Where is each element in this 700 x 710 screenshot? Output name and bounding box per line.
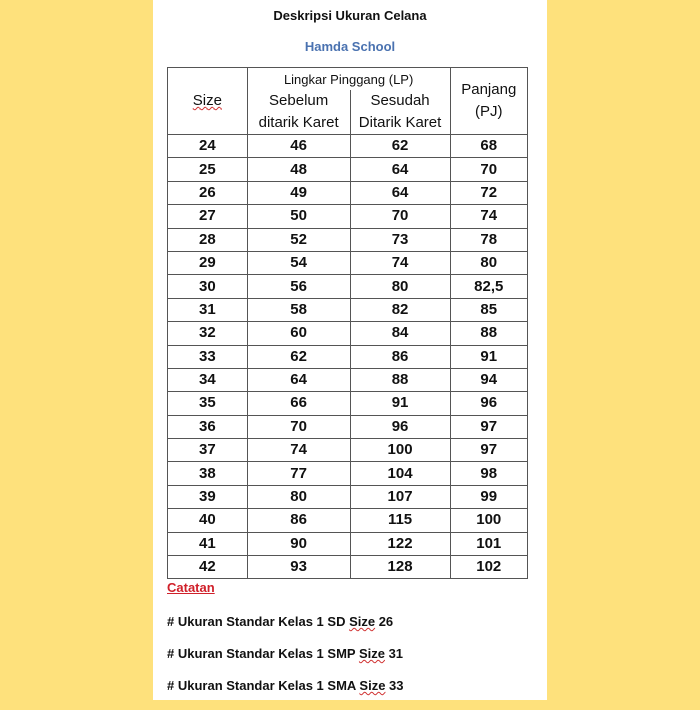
- cell-lp-before: 90: [247, 532, 350, 555]
- document-page: [153, 0, 547, 700]
- cell-length: 78: [450, 228, 527, 251]
- cell-size: 29: [168, 251, 248, 274]
- cell-size: 34: [168, 368, 248, 391]
- cell-length: 99: [450, 485, 527, 508]
- table-row: [168, 228, 528, 251]
- cell-lp-before: 50: [247, 205, 350, 228]
- cell-lp-after: 86: [350, 345, 450, 368]
- table-row: [168, 298, 528, 321]
- table-row: [168, 485, 528, 508]
- notes-section: [167, 580, 404, 710]
- cell-lp-before: 46: [247, 135, 350, 158]
- cell-length: 94: [450, 368, 527, 391]
- table-row: [168, 556, 528, 579]
- table-row: [168, 181, 528, 204]
- cell-lp-after: 107: [350, 485, 450, 508]
- cell-length: 85: [450, 298, 527, 321]
- note-item: # Ukuran Standar Kelas 1 SMA Size 33: [167, 678, 404, 693]
- cell-length: 82,5: [450, 275, 527, 298]
- cell-length: 101: [450, 532, 527, 555]
- cell-length: 100: [450, 509, 527, 532]
- header-size: Size: [168, 68, 248, 135]
- cell-size: 28: [168, 228, 248, 251]
- cell-lp-before: 58: [247, 298, 350, 321]
- cell-lp-before: 52: [247, 228, 350, 251]
- cell-size: 39: [168, 485, 248, 508]
- table-row: [168, 462, 528, 485]
- cell-lp-before: 48: [247, 158, 350, 181]
- cell-lp-after: 128: [350, 556, 450, 579]
- cell-lp-before: 93: [247, 556, 350, 579]
- table-row: [168, 415, 528, 438]
- header-lp-group: Lingkar Pinggang (LP): [247, 68, 450, 91]
- header-length: Panjang (PJ): [450, 68, 527, 135]
- cell-lp-before: 74: [247, 439, 350, 462]
- cell-lp-after: 100: [350, 439, 450, 462]
- cell-length: 70: [450, 158, 527, 181]
- cell-lp-before: 54: [247, 251, 350, 274]
- cell-length: 88: [450, 322, 527, 345]
- cell-lp-after: 62: [350, 135, 450, 158]
- table-row: [168, 532, 528, 555]
- school-name: Hamda School: [304, 39, 396, 54]
- cell-lp-before: 60: [247, 322, 350, 345]
- note-item: # Ukuran Standar Kelas 1 SMP Size 31: [167, 646, 404, 661]
- cell-length: 98: [450, 462, 527, 485]
- cell-length: 80: [450, 251, 527, 274]
- cell-lp-before: 80: [247, 485, 350, 508]
- cell-lp-before: 86: [247, 509, 350, 532]
- cell-lp-after: 104: [350, 462, 450, 485]
- table-row: [168, 392, 528, 415]
- cell-lp-after: 91: [350, 392, 450, 415]
- cell-size: 33: [168, 345, 248, 368]
- cell-length: 102: [450, 556, 527, 579]
- cell-size: 42: [168, 556, 248, 579]
- size-table: [167, 67, 528, 579]
- cell-size: 36: [168, 415, 248, 438]
- cell-lp-after: 96: [350, 415, 450, 438]
- cell-lp-after: 73: [350, 228, 450, 251]
- table-row: [168, 509, 528, 532]
- header-after: Sesudah Ditarik Karet: [350, 90, 450, 135]
- cell-lp-after: 88: [350, 368, 450, 391]
- cell-lp-before: 56: [247, 275, 350, 298]
- cell-lp-before: 62: [247, 345, 350, 368]
- cell-size: 30: [168, 275, 248, 298]
- table-body: [168, 135, 528, 579]
- cell-lp-before: 77: [247, 462, 350, 485]
- cell-lp-after: 115: [350, 509, 450, 532]
- cell-lp-after: 80: [350, 275, 450, 298]
- cell-size: 41: [168, 532, 248, 555]
- cell-size: 24: [168, 135, 248, 158]
- cell-length: 97: [450, 415, 527, 438]
- table-row: [168, 345, 528, 368]
- cell-size: 31: [168, 298, 248, 321]
- table-row: [168, 322, 528, 345]
- cell-lp-after: 84: [350, 322, 450, 345]
- cell-lp-after: 70: [350, 205, 450, 228]
- header-before: Sebelum ditarik Karet: [247, 90, 350, 135]
- table-row: [168, 439, 528, 462]
- cell-length: 68: [450, 135, 527, 158]
- cell-lp-after: 122: [350, 532, 450, 555]
- cell-lp-after: 82: [350, 298, 450, 321]
- cell-size: 40: [168, 509, 248, 532]
- cell-length: 72: [450, 181, 527, 204]
- cell-lp-before: 66: [247, 392, 350, 415]
- cell-size: 35: [168, 392, 248, 415]
- cell-lp-after: 74: [350, 251, 450, 274]
- table-row: [168, 205, 528, 228]
- cell-length: 96: [450, 392, 527, 415]
- document-title: Deskripsi Ukuran Celana: [273, 8, 427, 23]
- cell-length: 91: [450, 345, 527, 368]
- table-row: [168, 135, 528, 158]
- note-item: # Ukuran Standar Kelas 1 SD Size 26: [167, 614, 394, 629]
- cell-lp-before: 70: [247, 415, 350, 438]
- cell-size: 26: [168, 181, 248, 204]
- cell-length: 97: [450, 439, 527, 462]
- notes-heading: Catatan: [167, 580, 215, 595]
- cell-size: 38: [168, 462, 248, 485]
- cell-size: 37: [168, 439, 248, 462]
- table-row: [168, 251, 528, 274]
- cell-size: 32: [168, 322, 248, 345]
- cell-lp-before: 64: [247, 368, 350, 391]
- cell-size: 25: [168, 158, 248, 181]
- table-row: [168, 368, 528, 391]
- table-row: [168, 158, 528, 181]
- table-row: [168, 275, 528, 298]
- cell-length: 74: [450, 205, 527, 228]
- cell-size: 27: [168, 205, 248, 228]
- cell-lp-after: 64: [350, 158, 450, 181]
- cell-lp-before: 49: [247, 181, 350, 204]
- cell-lp-after: 64: [350, 181, 450, 204]
